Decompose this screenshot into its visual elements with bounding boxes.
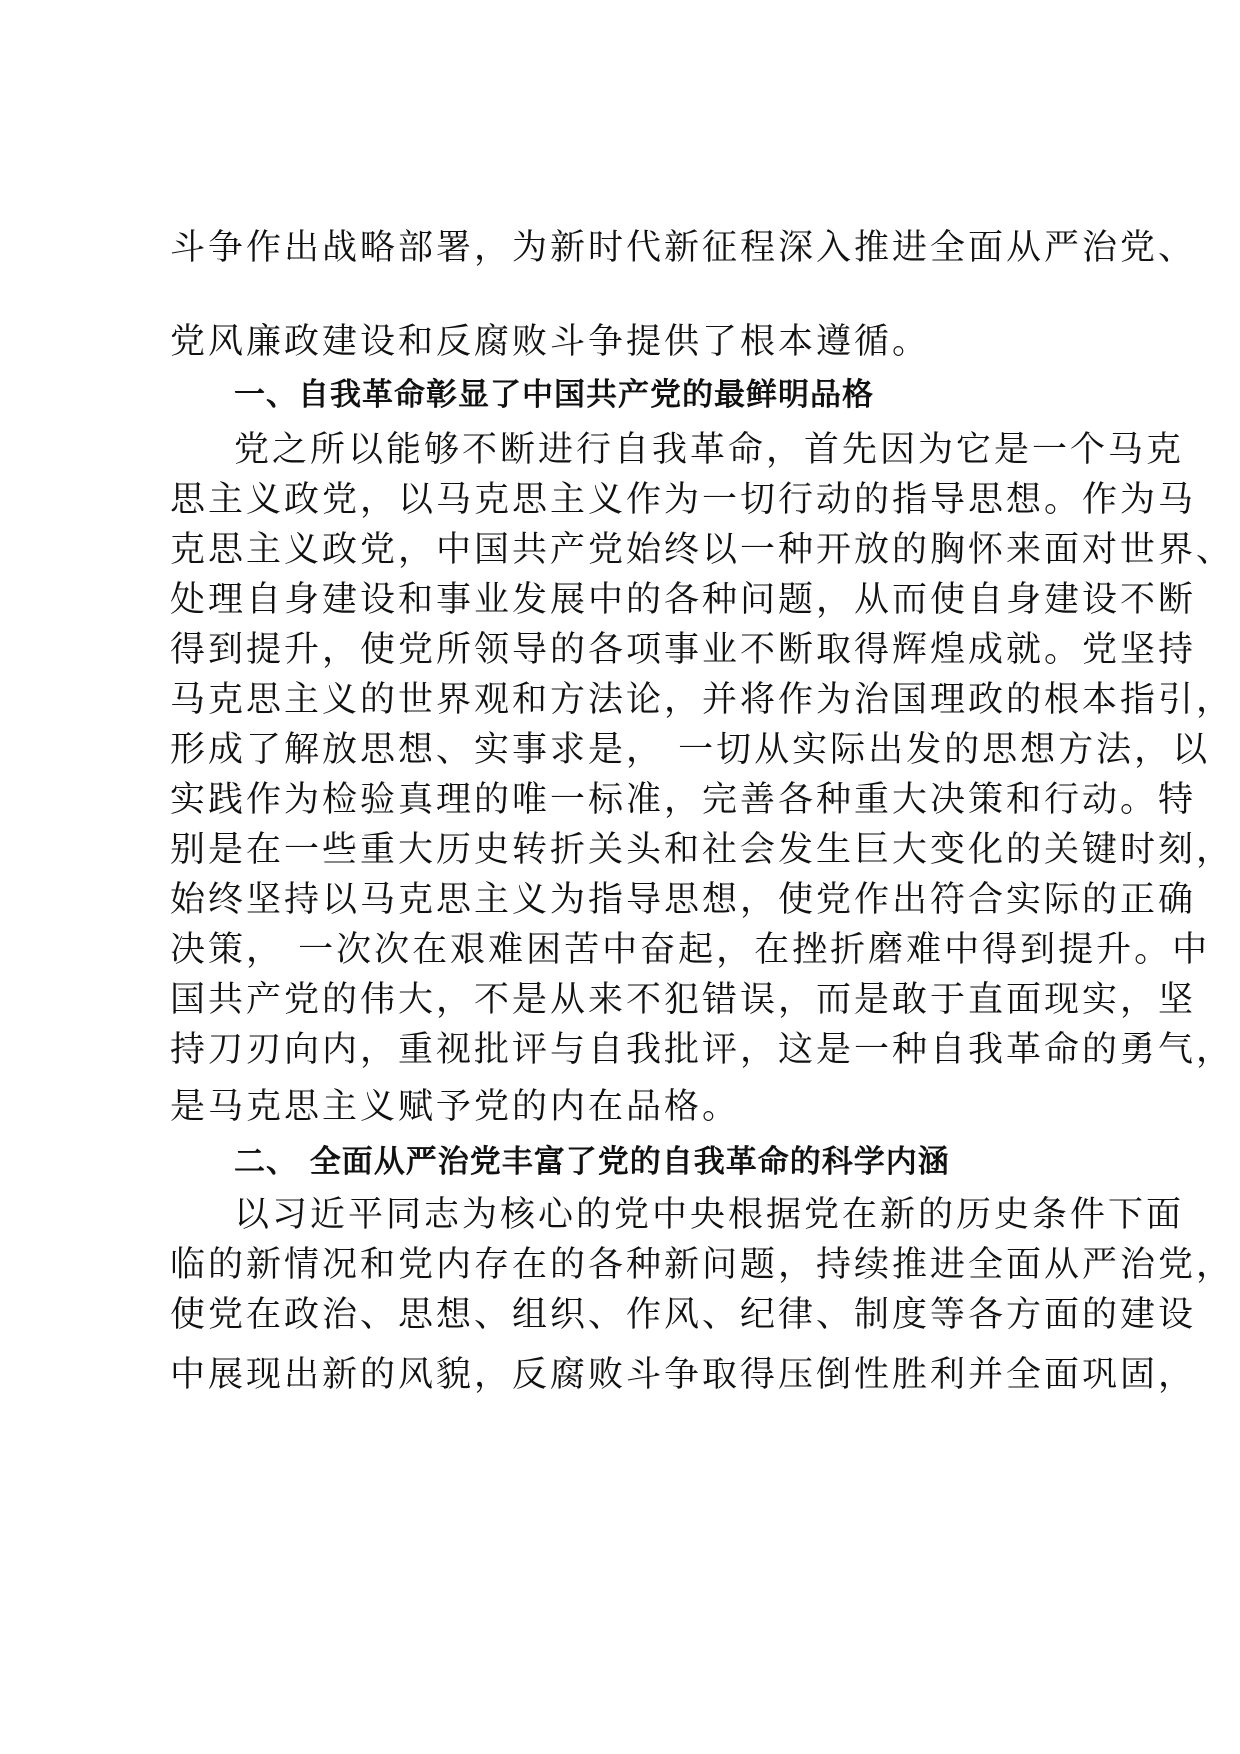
body-line: 马克思主义的世界观和方法论，并将作为治国理政的根本指引，: [170, 680, 1235, 720]
body-line: 克思主义政党，中国共产党始终以一种开放的胸怀来面对世界、: [170, 530, 1235, 570]
body-line: 斗争作出战略部署，为新时代新征程深入推进全面从严治党、: [170, 228, 1197, 268]
body-line: 思主义政党，以马克思主义作为一切行动的指导思想。作为马: [170, 480, 1197, 520]
body-line: 别是在一些重大历史转折关头和社会发生巨大变化的关键时刻，: [170, 830, 1235, 870]
body-line: 使党在政治、思想、组织、作风、纪律、制度等各方面的建设: [170, 1295, 1197, 1335]
body-line: 实践作为检验真理的唯一标准，完善各种重大决策和行动。特: [170, 780, 1197, 820]
body-line: 是马克思主义赋予党的内在品格。: [170, 1087, 741, 1127]
body-line: 处理自身建设和事业发展中的各种问题，从而使自身建设不断: [170, 580, 1197, 620]
paragraph-first-line: 党之所以能够不断进行自我革命，首先因为它是一个马克: [234, 430, 1185, 470]
section-heading-1: 一、自我革命彰显了中国共产党的最鲜明品格: [234, 377, 874, 413]
body-line: 决策， 一次次在艰难困苦中奋起，在挫折磨难中得到提升。中: [170, 930, 1211, 970]
body-line: 中展现出新的风貌，反腐败斗争取得压倒性胜利并全面巩固，: [170, 1355, 1197, 1395]
body-line: 得到提升，使党所领导的各项事业不断取得辉煌成就。党坚持: [170, 630, 1197, 670]
body-line: 持刀刃向内，重视批评与自我批评，这是一种自我革命的勇气，: [170, 1030, 1235, 1070]
paragraph-first-line: 以习近平同志为核心的党中央根据党在新的历史条件下面: [234, 1195, 1185, 1235]
body-line: 始终坚持以马克思主义为指导思想，使党作出符合实际的正确: [170, 880, 1197, 920]
body-line: 党风廉政建设和反腐败斗争提供了根本遵循。: [170, 322, 931, 362]
body-line: 形成了解放思想、实事求是， 一切从实际出发的思想方法，以: [170, 730, 1211, 770]
body-line: 临的新情况和党内存在的各种新问题，持续推进全面从严治党，: [170, 1245, 1235, 1285]
section-heading-2: 二、 全面从严治党丰富了党的自我革命的科学内涵: [234, 1144, 950, 1180]
body-line: 国共产党的伟大，不是从来不犯错误，而是敢于直面现实，坚: [170, 980, 1197, 1020]
